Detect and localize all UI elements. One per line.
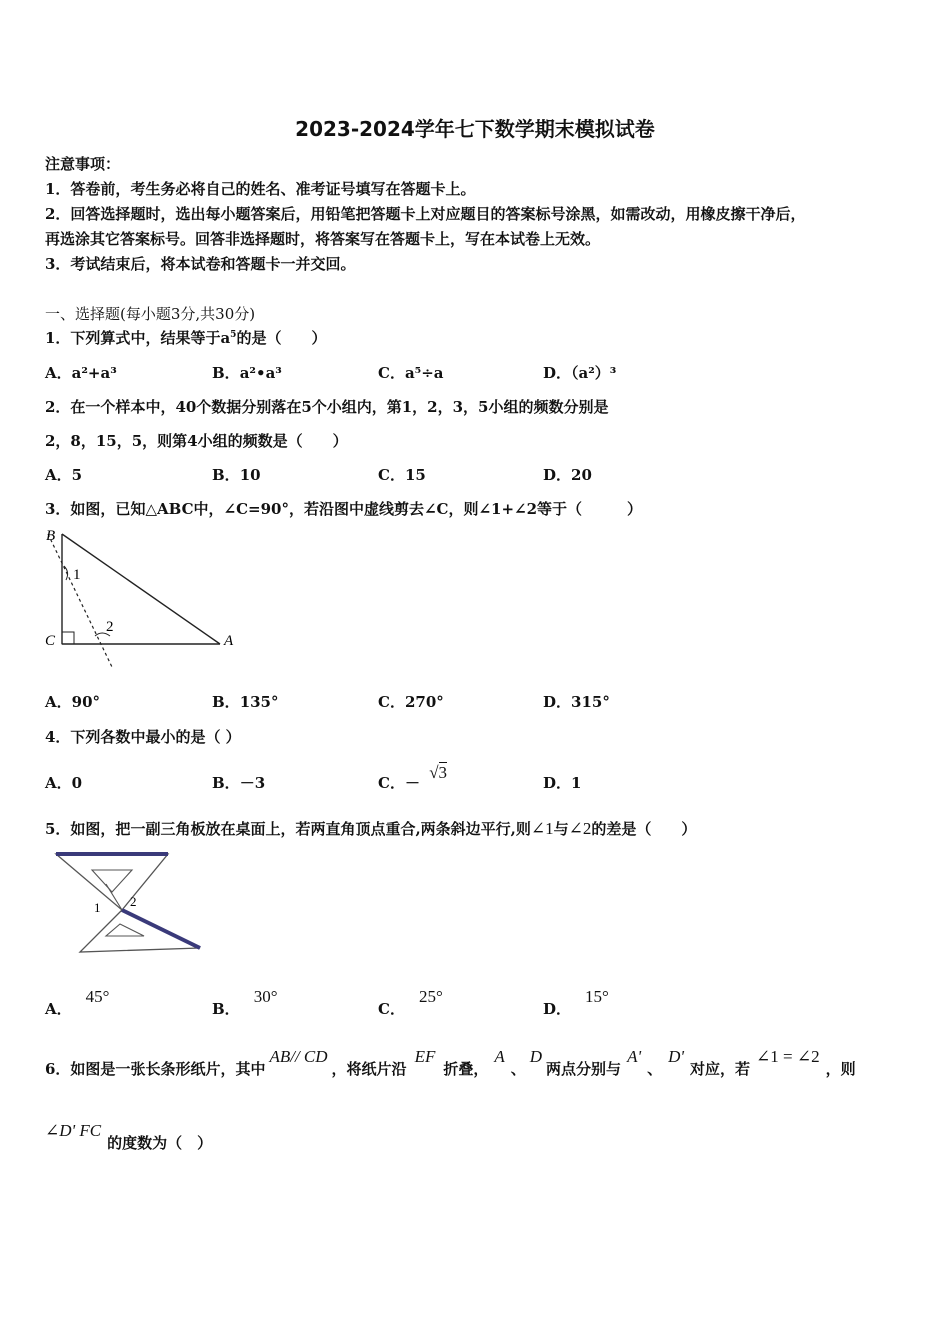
q5-option-d-label: D． [543,1000,572,1018]
q3-right-angle-mark [62,632,74,644]
q4-radicand: 3 [438,763,448,782]
q6-text-7: 对应，若 [690,1060,751,1078]
q4-option-b-text: －3 [239,774,266,792]
q5-stem-mid: 与 [553,820,569,838]
q6-math-a-prime: A' [627,1047,642,1066]
q6-text-3: 折叠， [443,1060,489,1078]
q5-set-squares-figure [50,848,210,958]
q6-math-d: D [529,1047,543,1066]
q6-stem-line2 [45,1121,213,1153]
q1-option-c[interactable] [378,362,444,383]
notice-item-2-cont: 再选涂其它答案标号。回答非选择题时，将答案写在答题卡上，写在本试卷上无效。 [45,230,601,248]
q6-math-ef: EF [414,1047,436,1066]
q6-text-9: 的度数为（ ） [107,1134,213,1152]
q1-stem-sup: 5 [230,330,237,340]
q4-stem: 4．下列各数中最小的是（ ） [45,728,241,746]
q6-math-ab-cd: AB// CD [269,1047,328,1066]
page-title: 2023-2024学年七下数学期末模拟试卷 [295,117,655,141]
q1-option-b-label: B． [212,364,240,382]
q1-option-d-label: D． [543,364,572,382]
q2-option-b[interactable] [212,464,261,485]
q1-option-b[interactable] [212,362,282,383]
q2-option-c-label: C． [378,466,405,484]
q1-option-c-label: C． [378,364,405,382]
q4-option-b-label: B． [212,774,240,792]
q6-math-a: A [494,1047,505,1066]
q3-option-d-label: D． [543,693,572,711]
section-heading: 一、选择题(每小题3分,共30分) [45,305,256,323]
q5-label-1: 1 [94,900,101,915]
q1-option-d[interactable] [543,362,616,383]
q2-option-b-label: B． [212,466,240,484]
q2-option-c-text: 15 [404,466,426,484]
q3-cut-line [48,534,112,667]
q4-option-c-label: C． [378,774,405,792]
q1-stem-b: 的是（ ） [236,329,327,347]
q6-math-angle-eq: ∠1 = ∠2 [756,1047,820,1066]
q5-option-a-text: 45° [85,987,110,1006]
q1-option-d-text: （a²）³ [571,364,617,382]
q5-option-d-text: 15° [585,987,609,1006]
q2-option-d[interactable] [543,464,592,485]
q6-text-2: ，将纸片沿 [331,1060,407,1078]
q2-option-b-text: 10 [239,466,261,484]
q3-label-2: 2 [106,619,114,635]
q4-option-c[interactable] [378,763,448,793]
q6-math-dfc: ∠D' FC [45,1121,102,1140]
q3-option-a-label: A． [45,693,72,711]
q4-option-a[interactable] [45,772,82,793]
q3-option-c[interactable] [378,691,444,712]
q2-option-a[interactable] [45,464,82,485]
q5-option-c[interactable] [378,987,443,1019]
q1-option-a[interactable] [45,362,117,383]
q5-lower-set-square [80,910,200,952]
notice-item-3: 3．考试结束后，将本试卷和答题卡一并交回。 [45,255,356,273]
q2-option-d-label: D． [543,466,572,484]
q3-label-c: C [45,633,56,649]
q3-option-b-text: 135° [239,693,279,711]
q3-triangle-figure [40,524,240,674]
q3-label-1: 1 [73,567,81,583]
notice-heading: 注意事项： [45,155,121,173]
q2-stem-line1: 2．在一个样本中，40个数据分别落在5个小组内，第1，2，3，5小组的频数分别是 [45,398,609,416]
q6-stem [45,1047,856,1079]
q4-option-d[interactable] [543,772,581,793]
q4-option-c-text: － [404,774,420,792]
q1-option-b-text: a²•a³ [239,364,282,382]
q2-option-a-label: A． [45,466,72,484]
q3-option-b[interactable] [212,691,279,712]
q3-stem: 3．如图，已知△ABC中，∠C=90°，若沿图中虚线剪去∠C，则∠1+∠2等于（ ） [45,500,643,518]
q5-option-a-label: A． [45,1000,72,1018]
q5-option-c-label: C． [378,1000,405,1018]
q4-option-d-text: 1 [571,774,582,792]
q5-lower-inner-triangle [106,924,144,936]
q3-option-a[interactable] [45,691,100,712]
q6-math-d-prime: D' [668,1047,685,1066]
q1-option-a-label: A． [45,364,72,382]
q5-stem-a: 5．如图，把一副三角板放在桌面上，若两直角顶点重合,两条斜边平行,则 [45,820,531,838]
q4-option-b[interactable] [212,772,265,793]
q4-option-d-label: D． [543,774,572,792]
q3-option-c-text: 270° [404,693,444,711]
q3-option-c-label: C． [378,693,405,711]
q2-stem-line2: 2，8，15，5，则第4小组的频数是（ ） [45,432,348,450]
q3-option-b-label: B． [212,693,240,711]
q5-upper-inner-triangle [92,870,132,892]
q4-option-a-text: 0 [71,774,83,792]
q4-option-a-label: A． [45,774,72,792]
notice-item-2: 2．回答选择题时，选出每小题答案后，用铅笔把答题卡上对应题目的答案标号涂黑，如需改动，用橡皮擦干净后， [45,205,806,223]
q6-text-1: 6．如图是一张长条形纸片，其中 [45,1060,266,1078]
q5-option-d[interactable] [543,987,609,1019]
q5-stem [45,818,696,839]
q5-upper-set-square [56,854,168,910]
q5-option-b-label: B． [212,1000,240,1018]
q3-option-d[interactable] [543,691,610,712]
q5-option-c-text: 25° [418,987,443,1006]
q5-option-b[interactable] [212,987,278,1019]
q6-text-8: ，则 [825,1060,856,1078]
q6-text-4: 、 [510,1060,526,1078]
q4-sqrt3 [429,763,447,782]
q5-lower-ruler-edge [122,910,200,948]
q2-option-c[interactable] [378,464,426,485]
q3-option-a-text: 90° [71,693,101,711]
q5-stem-b: 的差是（ ） [591,820,697,838]
q5-option-b-text: 30° [253,987,278,1006]
q6-text-6: 、 [647,1060,663,1078]
q6-text-5: 两点分别与 [546,1060,622,1078]
q3-side-ab [62,534,220,644]
q3-option-d-text: 315° [571,693,610,711]
q2-option-a-text: 5 [71,466,83,484]
q5-angle1: ∠1 [530,819,554,838]
notice-item-1: 1．答卷前，考生务必将自己的姓名、准考证号填写在答题卡上。 [45,180,476,198]
q2-option-d-text: 20 [571,466,592,484]
radical-sign-icon: √ [429,763,439,782]
q1-option-a-text: a²+a³ [71,364,117,382]
q1-stem-a: 1．下列算式中，结果等于a [45,329,231,347]
q5-option-a[interactable] [45,987,110,1019]
q3-label-b: B [46,528,56,544]
q1-stem [45,327,326,348]
q5-angle2: ∠2 [568,819,592,838]
q5-label-2: 2 [130,894,137,909]
q5-vertex-edge [106,884,122,910]
q3-label-a: A [224,633,234,649]
q1-option-c-text: a⁵÷a [404,364,444,382]
